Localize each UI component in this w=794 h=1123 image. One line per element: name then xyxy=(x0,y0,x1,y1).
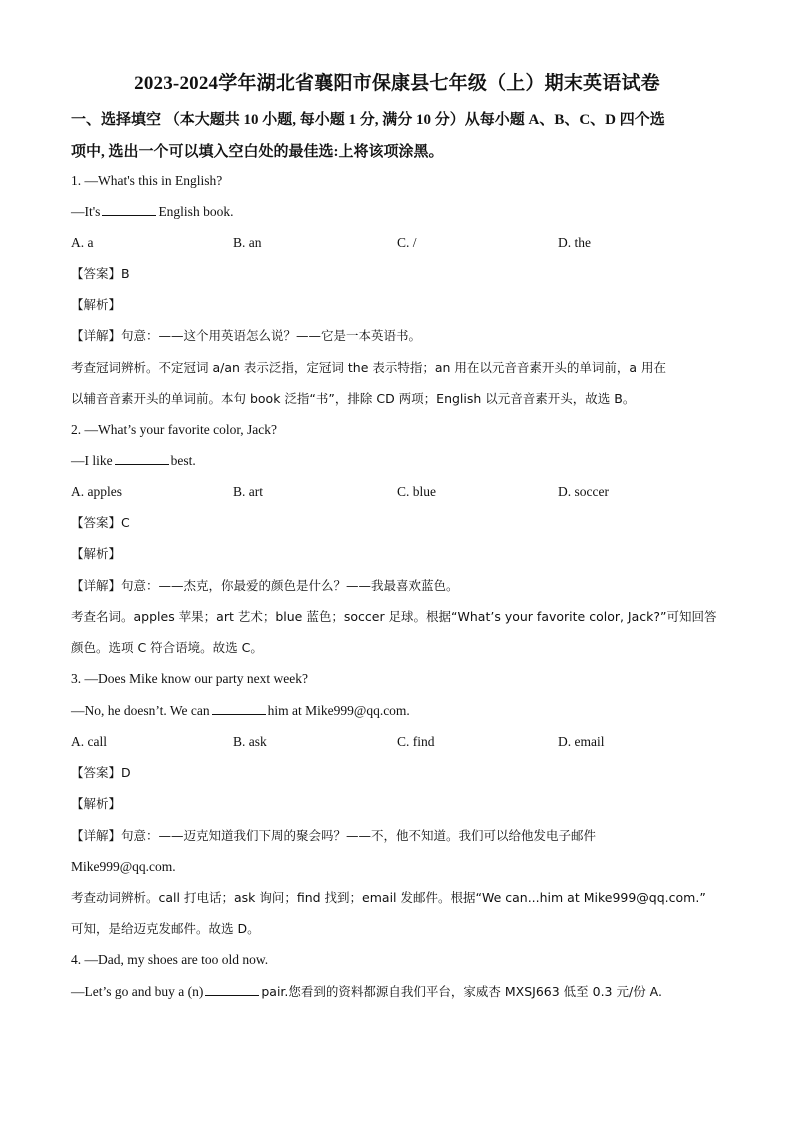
q2-response xyxy=(71,451,731,471)
q4-response xyxy=(71,982,731,1002)
q1-explanation-2: 以辅音音素开头的单词前。本句 book 泛指“书”，排除 CD 两项；English 以元音音素开头，故选 B。 xyxy=(71,391,636,406)
q3-response xyxy=(71,701,731,721)
q2-detail: 【详解】句意：——杰克，你最爱的颜色是什么？——我最喜欢蓝色。 xyxy=(71,578,459,593)
q4-response-post: pair.您看到的资料都源自我们平台，家威杏 MXSJ663 低至 0.3 元/份 A. xyxy=(261,984,662,999)
q4-blank xyxy=(205,983,259,996)
q3-detail: 【详解】句意：——迈克知道我们下周的聚会吗？——不，他不知道。我们可以给他发电子邮件 xyxy=(71,828,597,843)
q1-explanation-1: 考查冠词辨析。不定冠词 a/an 表示泛指，定冠词 the 表示特指；an 用在以元音音素开头的单词前，a 用在 xyxy=(71,360,667,375)
section-line-2: 项中, 选出一个可以填入空白处的最佳选:上将该项涂黑。 xyxy=(71,144,444,160)
section-line-1: 一、选择填空 （本大题共 10 小题, 每小题 1 分, 满分 10 分）从每小题 A、B、C、D 四个选 xyxy=(71,112,665,128)
section-instructions xyxy=(71,104,731,168)
q1-option-b[interactable]: B. an xyxy=(233,235,262,250)
q2-option-d[interactable]: D. soccer xyxy=(558,484,609,499)
q3-option-c[interactable]: C. find xyxy=(397,734,435,749)
q1-answer: 【答案】B xyxy=(71,266,130,281)
q3-options xyxy=(71,732,731,752)
q1-option-a[interactable]: A. a xyxy=(71,235,94,250)
q3-stem: 3. —Does Mike know our party next week? xyxy=(71,671,308,686)
q2-option-b[interactable]: B. art xyxy=(233,484,263,499)
q1-response-pre: —It's xyxy=(71,204,101,219)
q3-option-d[interactable]: D. email xyxy=(558,734,605,749)
q3-explanation-1: 考查动词辨析。call 打电话；ask 询问；find 找到；email 发邮件。根据“We can...him at Mike999@qq.com.” xyxy=(71,890,706,905)
q2-option-c[interactable]: C. blue xyxy=(397,484,436,499)
q3-option-a[interactable]: A. call xyxy=(71,734,107,749)
q2-blank xyxy=(115,452,169,465)
q1-response-post: English book. xyxy=(158,204,234,219)
q4-stem: 4. —Dad, my shoes are too old now. xyxy=(71,952,269,967)
q1-stem: 1. —What's this in English? xyxy=(71,173,223,188)
q3-option-b[interactable]: B. ask xyxy=(233,734,267,749)
q2-response-post: best. xyxy=(170,453,196,468)
q1-response xyxy=(71,202,731,222)
q3-detail-2: Mike999@qq.com. xyxy=(71,859,176,874)
q1-option-d[interactable]: D. the xyxy=(558,235,591,250)
q3-answer: 【答案】D xyxy=(71,765,131,780)
q2-explanation-2: 颜色。选项 C 符合语境。故选 C。 xyxy=(71,640,263,655)
q3-analysis: 【解析】 xyxy=(71,796,122,811)
q4-response-pre: —Let’s go and buy a (n) xyxy=(71,984,204,999)
q3-blank xyxy=(212,702,266,715)
q2-explanation-1: 考查名词。apples 苹果；art 艺术；blue 蓝色；soccer 足球。根据“What’s your favorite color, Jack?”可知回答 xyxy=(71,609,717,624)
q2-options xyxy=(71,482,731,502)
q1-option-c[interactable]: C. / xyxy=(397,235,417,250)
q1-analysis: 【解析】 xyxy=(71,297,122,312)
q3-response-pre: —No, he doesn’t. We can xyxy=(71,703,210,718)
q1-options xyxy=(71,233,731,253)
q2-option-a[interactable]: A. apples xyxy=(71,484,122,499)
q2-analysis: 【解析】 xyxy=(71,546,122,561)
q1-detail: 【详解】句意：——这个用英语怎么说？——它是一本英语书。 xyxy=(71,328,422,343)
q1-blank xyxy=(102,203,156,216)
q2-answer: 【答案】C xyxy=(71,515,130,530)
q3-response-post: him at Mike999@qq.com. xyxy=(267,703,410,718)
q2-stem: 2. —What’s your favorite color, Jack? xyxy=(71,422,278,437)
page-title: 2023-2024学年湖北省襄阳市保康县七年级（上）期末英语试卷 xyxy=(134,73,660,94)
q2-response-pre: —I like xyxy=(71,453,113,468)
q3-explanation-2: 可知，是给迈克发邮件。故选 D。 xyxy=(71,921,260,936)
